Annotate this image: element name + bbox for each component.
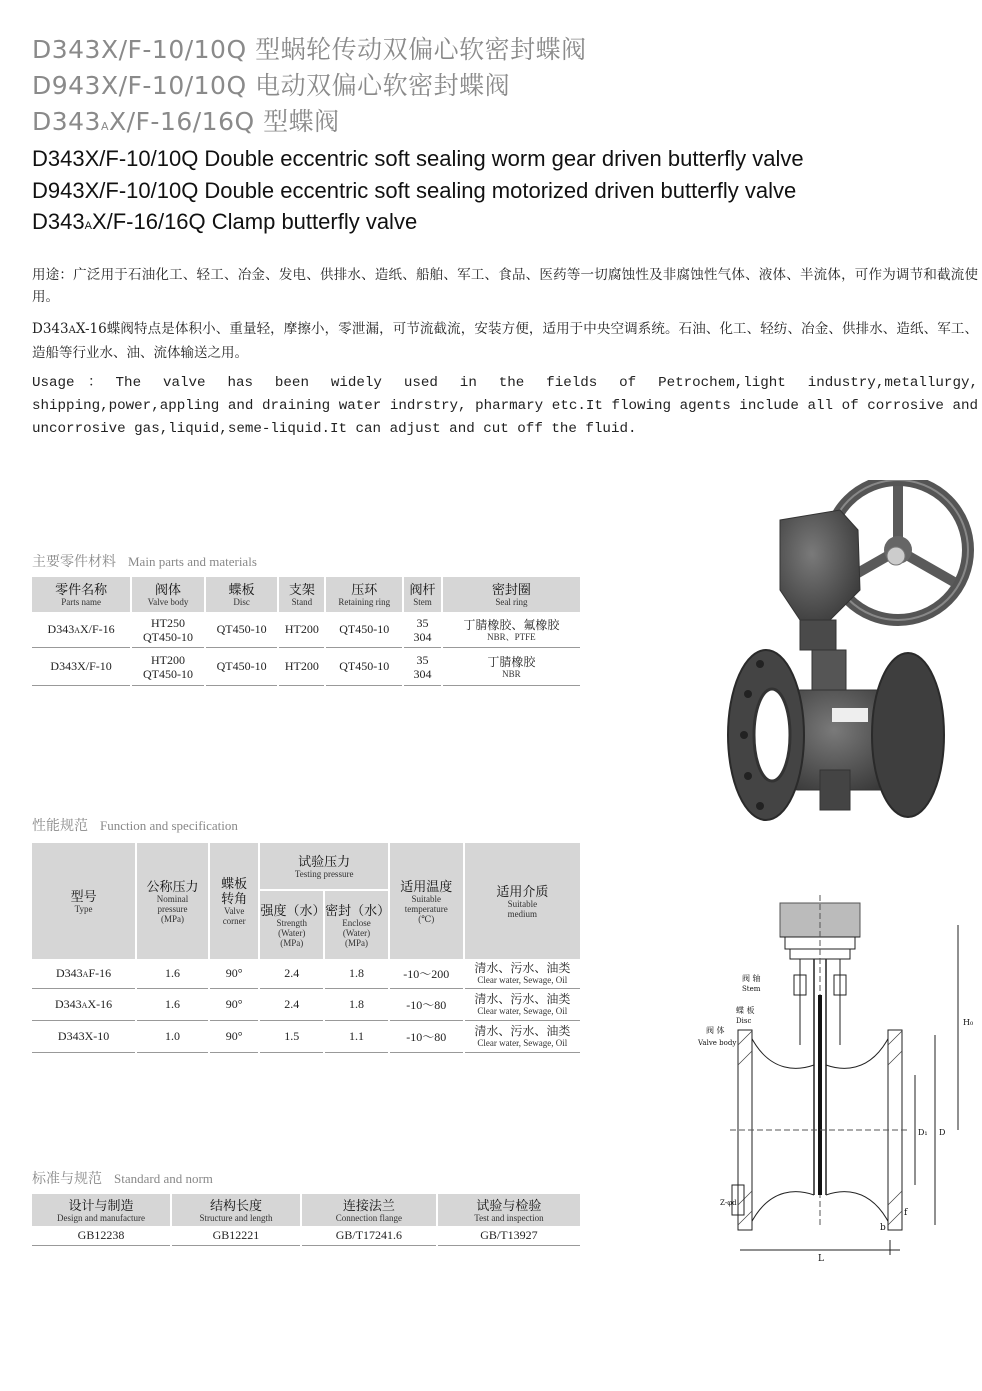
spec-temp: -10～200 (390, 959, 463, 989)
dim-h0: H₀ (963, 1018, 974, 1027)
dim-l: L (818, 1254, 824, 1264)
title-cn-2: D943X/F-10/10Q 电动双偏心软密封蝶阀 (32, 71, 511, 100)
standard-header-test: 试验与检验 Test and inspection (438, 1194, 580, 1226)
part-stem: 35 304 (404, 648, 441, 686)
spec-corner: 90° (210, 989, 259, 1021)
label-body-en: Valve body (698, 1039, 737, 1047)
spec-header-enclose: 密封（水） Enclose (Water) (MPa) (325, 889, 388, 959)
part-name: D343X/F-10 (32, 648, 130, 686)
part-ring: QT450-10 (326, 612, 402, 648)
table-row (32, 1226, 580, 1246)
parts-header-disc: 蝶板 Disc (206, 577, 278, 612)
dim-f: f (904, 1208, 908, 1218)
usage-cn: 用途：广泛用于石油化工、轻工、冶金、发电、供排水、造纸、船舶、军工、食品、医药等一切腐蚀性及非腐蚀性气体、液体、半流体，可作为调节和截流使用。 (32, 267, 978, 305)
part-body: HT250 QT450-10 (132, 612, 204, 648)
spec-header-test: 试验压力 Testing pressure (260, 843, 387, 889)
spec-header-type: 型号 Type (32, 843, 135, 959)
usage-en: Usage：The valve has been widely used in the fields of Petrochem,light industry,metallurgy, shipping,power,appling and draining water indrstry, pharmary etc.It flowing agents include all of corrosive and uncorrosive gas,liquid,seme-liquid.It can adjust and cut off the fluid. (32, 375, 978, 437)
spec-corner: 90° (210, 959, 259, 989)
section-spec-title: 性能规范 Function and specification (32, 818, 238, 834)
table-row (32, 989, 580, 1021)
spec-type: D343X-10 (32, 1021, 135, 1053)
spec-header-pn: 公称压力 Nominal pressure (MPa) (137, 843, 208, 959)
spec-type: D343AF-16 (32, 959, 135, 989)
part-disc: QT450-10 (206, 612, 278, 648)
label-stem-en: Stem (742, 985, 761, 993)
dim-b: b (880, 1223, 886, 1233)
desc-cn: D343AX-16蝶阀特点是体积小、重量轻，摩擦小，零泄漏，可节流截流，安装方便，适用于中央空调系统。石油、化工、轻纺、冶金、供排水、造纸、军工、造船等行业水、油、流体输送之用。 (32, 321, 978, 361)
label-disc-en: Disc (736, 1017, 752, 1025)
part-name: D343AX/F-16 (32, 612, 130, 648)
label-disc-cn: 蝶 板 (736, 1006, 755, 1015)
standard-header-design: 设计与制造 Design and manufacture (32, 1194, 170, 1226)
standard-design: GB12238 (32, 1226, 170, 1246)
title-en-2: D943X/F-10/10Q Double eccentric soft sealing motorized driven butterfly valve (32, 178, 797, 203)
parts-header-stand: 支架 Stand (279, 577, 324, 612)
spec-enclose: 1.8 (325, 959, 388, 989)
part-ring: QT450-10 (326, 648, 402, 686)
section-parts-title: 主要零件材料 Main parts and materials (32, 554, 257, 570)
section-drawing (690, 895, 975, 1265)
spec-table (30, 843, 582, 1053)
parts-header-ring: 压环 Retaining ring (326, 577, 402, 612)
standard-header-flange: 连接法兰 Connection flange (302, 1194, 436, 1226)
label-stem-cn: 阀 轴 (742, 974, 761, 983)
standard-header-length: 结构长度 Structure and length (172, 1194, 300, 1226)
spec-header-strength: 强度（水） Strength (Water) (MPa) (260, 889, 323, 959)
table-row (32, 1021, 580, 1053)
spec-enclose: 1.8 (325, 989, 388, 1021)
valve-photo (720, 480, 980, 825)
spec-medium: 清水、污水、油类 Clear water, Sewage, Oil (465, 989, 580, 1021)
part-stem: 35 304 (404, 612, 441, 648)
part-disc: QT450-10 (206, 648, 278, 686)
part-stand: HT200 (279, 648, 324, 686)
spec-pn: 1.6 (137, 989, 208, 1021)
standard-table (30, 1194, 582, 1246)
parts-table (30, 577, 582, 686)
part-stand: HT200 (279, 612, 324, 648)
standard-test: GB/T13927 (438, 1226, 580, 1246)
dim-zd: Z-φd (720, 1199, 737, 1207)
parts-header-name: 零件名称 Parts name (32, 577, 130, 612)
spec-strength: 1.5 (260, 1021, 323, 1053)
spec-medium: 清水、污水、油类 Clear water, Sewage, Oil (465, 1021, 580, 1053)
standard-length: GB12221 (172, 1226, 300, 1246)
spec-temp: -10～80 (390, 989, 463, 1021)
title-cn-1: D343X/F-10/10Q 型蜗轮传动双偏心软密封蝶阀 (32, 35, 587, 64)
table-row (32, 612, 580, 648)
spec-medium: 清水、污水、油类 Clear water, Sewage, Oil (465, 959, 580, 989)
spec-pn: 1.6 (137, 959, 208, 989)
part-seal: 丁腈橡胶 NBR (443, 648, 580, 686)
title-cn-3: D343AX/F-16/16Q 型蝶阀 (32, 107, 340, 136)
dim-d: D (939, 1128, 946, 1137)
parts-header-stem: 阀杆 Stem (404, 577, 441, 612)
label-body-cn: 阀 体 (706, 1026, 725, 1035)
spec-temp: -10～80 (390, 1021, 463, 1053)
title-en-3: D343AX/F-16/16Q Clamp butterfly valve (32, 209, 418, 234)
spec-header-temp: 适用温度 Suitable temperature (℃) (390, 843, 463, 959)
spec-corner: 90° (210, 1021, 259, 1053)
table-row (32, 959, 580, 989)
standard-flange: GB/T17241.6 (302, 1226, 436, 1246)
table-row (32, 648, 580, 686)
spec-strength: 2.4 (260, 959, 323, 989)
spec-header-corner: 蝶板 转角 Valve corner (210, 843, 259, 959)
parts-header-seal: 密封圈 Seal ring (443, 577, 580, 612)
parts-header-body: 阀体 Valve body (132, 577, 204, 612)
spec-header-medium: 适用介质 Suitable medium (465, 843, 580, 959)
part-body: HT200 QT450-10 (132, 648, 204, 686)
title-en-1: D343X/F-10/10Q Double eccentric soft sealing worm gear driven butterfly valve (32, 146, 804, 171)
spec-enclose: 1.1 (325, 1021, 388, 1053)
spec-pn: 1.0 (137, 1021, 208, 1053)
spec-strength: 2.4 (260, 989, 323, 1021)
section-standard-title: 标准与规范 Standard and norm (32, 1171, 213, 1187)
part-seal: 丁腈橡胶、氟橡胶 NBR、PTFE (443, 612, 580, 648)
dim-d1: D₁ (918, 1128, 928, 1137)
spec-type: D343AX-16 (32, 989, 135, 1021)
